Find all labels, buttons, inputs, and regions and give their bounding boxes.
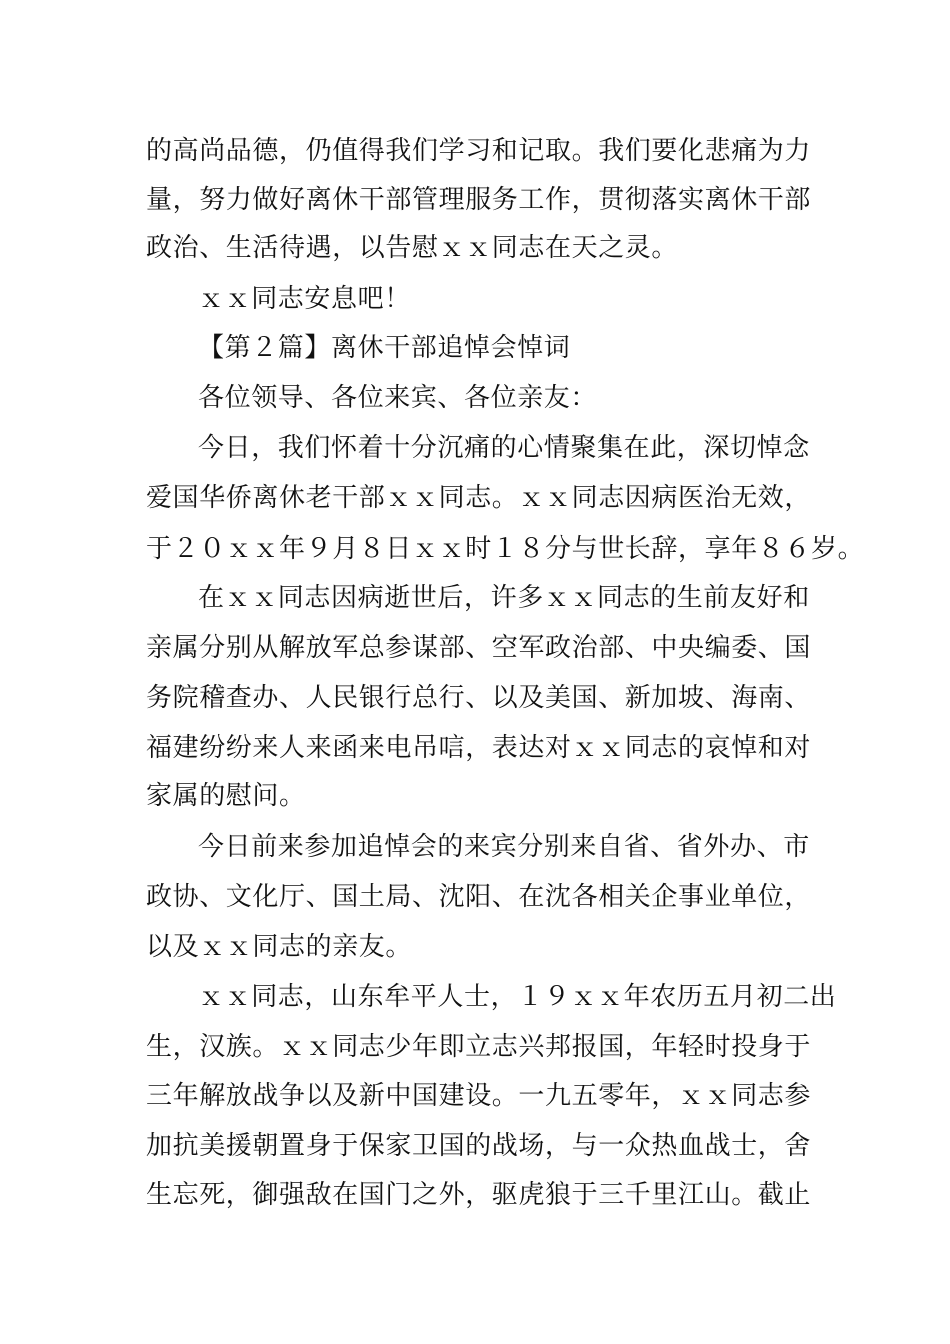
text-line: 量，努力做好离休干部管理服务工作，贯彻落实离休干部 — [146, 185, 812, 215]
text-line: 于２０ｘｘ年９月８日ｘｘ时１８分与世长辞，享年８６岁。 — [146, 534, 865, 564]
text-line: 政协、文化厅、国土局、沈阳、在沈各相关企事业单位， — [146, 882, 812, 912]
text-line: 务院稽查办、人民银行总行、以及美国、新加坡、海南、 — [146, 683, 812, 713]
text-line: 亲属分别从解放军总参谋部、空军政治部、中央编委、国 — [146, 633, 812, 663]
text-line: 在ｘｘ同志因病逝世后，许多ｘｘ同志的生前友好和 — [198, 583, 810, 613]
text-line: 家属的慰问。 — [146, 781, 306, 811]
salutation: 各位领导、各位来宾、各位亲友： — [198, 383, 598, 413]
text-line: ｘｘ同志，山东牟平人士，１９ｘｘ年农历五月初二出 — [198, 982, 837, 1012]
section-heading: 【第２篇】离休干部追悼会悼词 — [198, 333, 571, 363]
text-line: 生忘死，御强敌在国门之外，驱虎狼于三千里江山。截止 — [146, 1180, 812, 1210]
text-line: 今日，我们怀着十分沉痛的心情聚集在此，深切悼念 — [198, 433, 810, 463]
closing-line: ｘｘ同志安息吧！ — [198, 284, 411, 314]
text-line: 生，汉族。ｘｘ同志少年即立志兴邦报国，年轻时投身于 — [146, 1032, 812, 1062]
text-line: 今日前来参加追悼会的来宾分别来自省、省外办、市 — [198, 832, 810, 862]
text-line: 政治、生活待遇，以告慰ｘｘ同志在天之灵。 — [146, 233, 679, 263]
text-line: 爱国华侨离休老干部ｘｘ同志。ｘｘ同志因病医治无效， — [146, 483, 812, 513]
text-line: 三年解放战争以及新中国建设。一九五零年，ｘｘ同志参 — [146, 1081, 812, 1111]
text-line: 福建纷纷来人来函来电吊唁，表达对ｘｘ同志的哀悼和对 — [146, 733, 812, 763]
text-line: 的高尚品德，仍值得我们学习和记取。我们要化悲痛为力 — [146, 136, 812, 166]
text-line: 以及ｘｘ同志的亲友。 — [146, 932, 413, 962]
text-line: 加抗美援朝置身于保家卫国的战场，与一众热血战士，舍 — [146, 1131, 812, 1161]
